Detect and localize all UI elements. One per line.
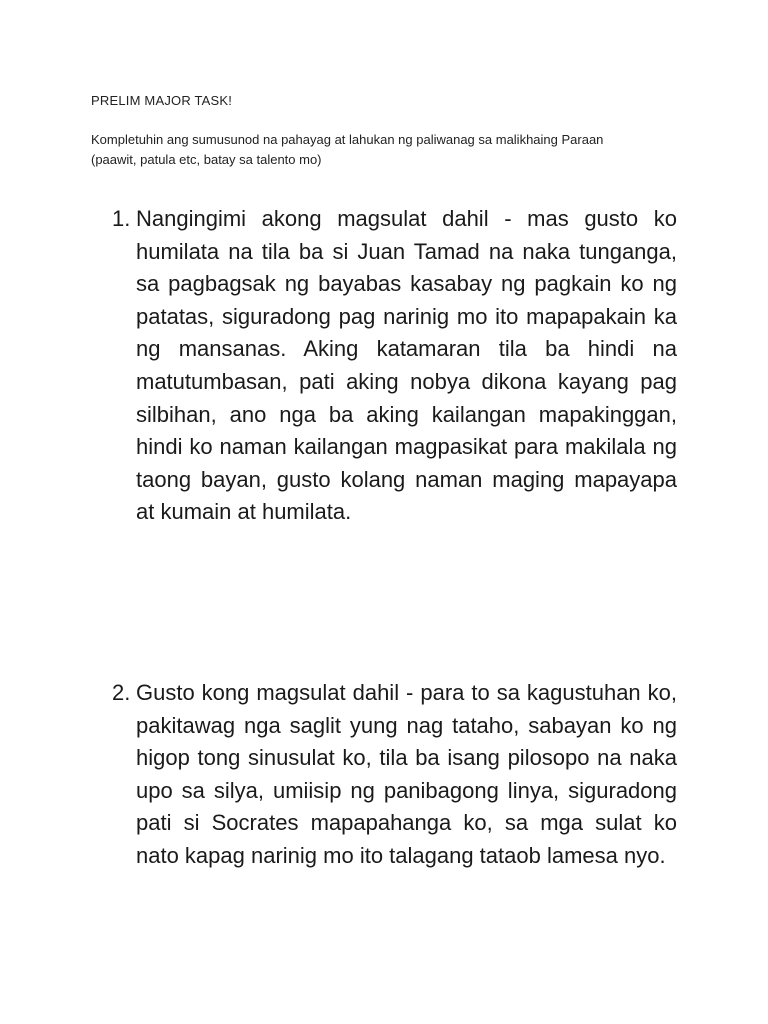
list-item-number: 1. [112,206,131,231]
list-item-text: Nangingimi akong magsulat dahil - mas gusto ko humilata na tila ba si Juan Tamad na naka tunganga, sa pagbagsak ng bayabas kasabay ng pagkain ko ng patatas, siguradong pag narinig mo ito mapapakain ka ng mansanas. Aking katamaran tila ba hindi na matutumbasan, pati aking nobya dikona kayang pag silbihan, ano nga ba aking kailangan mapakinggan, hindi ko naman kailangan magpasikat para makilala ng taong bayan, gusto kolang naman maging mapayapa at kumain at humilata. [136,206,677,525]
list-item [112,203,677,529]
list-item-text: Gusto kong magsulat dahil - para to sa kagustuhan ko, pakitawag nga saglit yung nag tataho, sabayan ko ng higop tong sinusulat ko, tila ba isang pilosopo na naka upo sa silya, umiisip ng panibagong linya, siguradong pati si Socrates mapapahanga ko, sa mga sulat ko nato kapag narinig mo ito talagang tataob lamesa nyo. [136,680,677,868]
list-item [112,677,677,873]
list-item-number: 2. [112,680,131,705]
instructions-line-1: Kompletuhin ang sumusunod na pahayag at lahukan ng paliwanag sa malikhaing Paraan [91,132,604,147]
page-title: PRELIM MAJOR TASK! [91,93,233,108]
instructions-line-2: (paawit, patula etc, batay sa talento mo) [91,152,322,167]
instructions [91,130,691,170]
